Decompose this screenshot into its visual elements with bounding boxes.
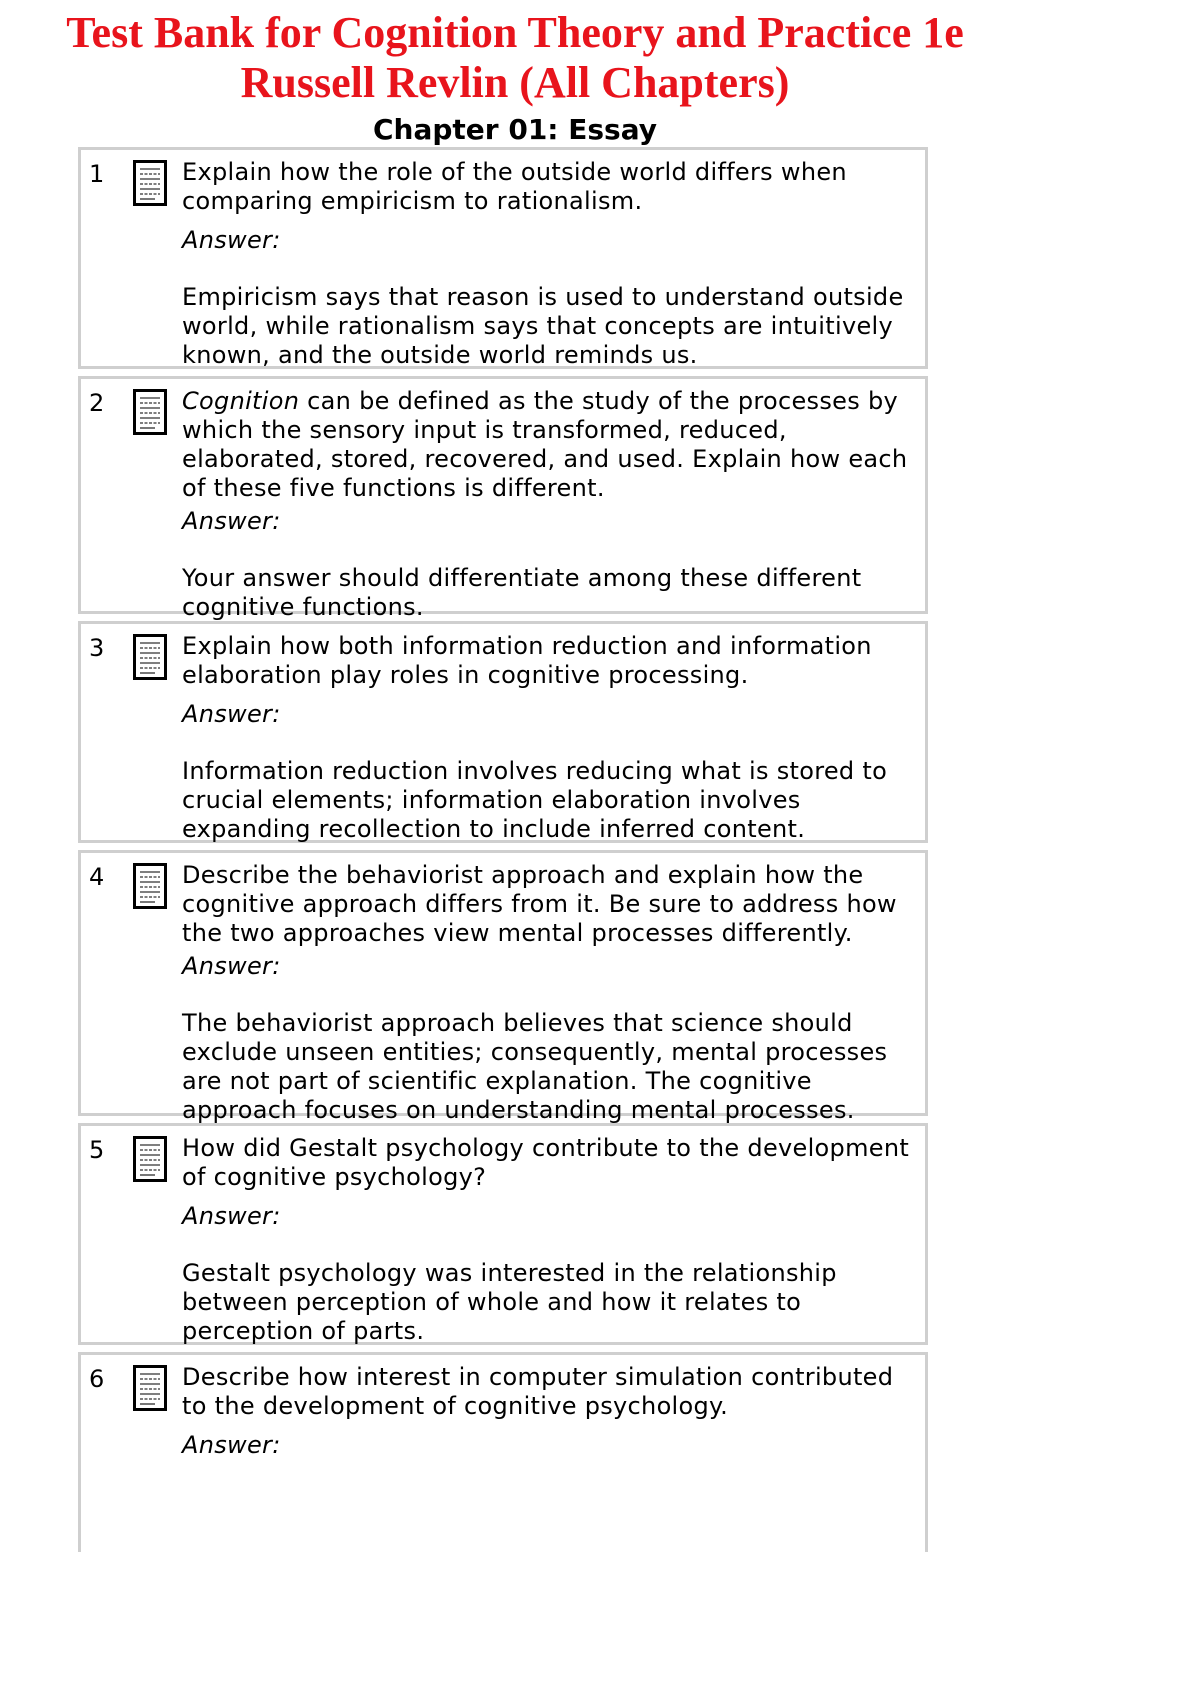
- answer-text: Your answer should differentiate among these different cognitive functions.: [182, 564, 862, 621]
- question-item-4: [78, 850, 928, 1124]
- question-text: [182, 387, 917, 503]
- chapter-title: Chapter 01: Essay: [372, 113, 657, 146]
- question-body: [182, 1134, 917, 1346]
- question-text-rest: can be defined as the study of the processes by which the sensory input is transformed, reduced, elaborated, stored, recovered, and used. Explain how each of these five functions is different.: [182, 387, 908, 502]
- question-body: [182, 387, 917, 622]
- question-italic-term: Cognition: [182, 387, 300, 415]
- question-body: [182, 632, 917, 844]
- question-text: Describe the behaviorist approach and explain how the cognitive approach differs from it. Be sure to address how the two approaches view mental processes differently.: [182, 861, 897, 947]
- question-list: [78, 147, 928, 1559]
- answer-text: Empiricism says that reason is used to understand outside world, while rationalism says that concepts are intuitively known, and the outside world reminds us.: [182, 283, 904, 369]
- question-number: 2: [89, 389, 105, 417]
- answer-label: Answer:: [182, 1202, 281, 1230]
- question-body: [182, 158, 917, 370]
- question-text: How did Gestalt psychology contribute to the development of cognitive psychology?: [182, 1134, 910, 1191]
- essay-document-icon: [133, 1365, 167, 1411]
- answer-text: The behaviorist approach believes that science should exclude unseen entities; consequently, mental processes are not part of scientific explanation. The cognitive approach focuses on understanding mental processes.: [182, 1009, 888, 1124]
- answer-label: Answer:: [182, 507, 281, 535]
- essay-document-icon: [133, 1136, 167, 1182]
- question-item-5: [78, 1123, 928, 1345]
- document-title-line-2: Russell Revlin (All Chapters): [240, 58, 790, 107]
- question-item-1: [78, 147, 928, 369]
- question-body: [182, 1363, 917, 1460]
- question-number: 5: [89, 1136, 105, 1164]
- essay-document-icon: [133, 389, 167, 435]
- question-number: 6: [89, 1365, 105, 1393]
- answer-label: Answer:: [182, 700, 281, 728]
- document-title-line-1: Test Bank for Cognition Theory and Practice 1e: [66, 8, 964, 57]
- document-title: [0, 8, 1030, 108]
- question-item-6: [78, 1352, 928, 1552]
- question-text: Explain how the role of the outside world differs when comparing empiricism to rationalism.: [182, 158, 847, 215]
- question-number: 4: [89, 863, 105, 891]
- question-body: [182, 861, 917, 1125]
- essay-document-icon: [133, 160, 167, 206]
- answer-text: Information reduction involves reducing what is stored to crucial elements; information elaboration involves expanding recollection to include inferred content.: [182, 757, 888, 843]
- answer-label: Answer:: [182, 226, 281, 254]
- question-text: Describe how interest in computer simulation contributed to the development of cognitive psychology.: [182, 1363, 894, 1420]
- question-text: Explain how both information reduction and information elaboration play roles in cognitive processing.: [182, 632, 872, 689]
- answer-text: Gestalt psychology was interested in the relationship between perception of whole and how it relates to perception of parts.: [182, 1259, 837, 1345]
- question-item-3: [78, 621, 928, 843]
- question-number: 3: [89, 634, 105, 662]
- answer-label: Answer:: [182, 1431, 281, 1459]
- question-item-2: [78, 376, 928, 621]
- answer-label: Answer:: [182, 952, 281, 980]
- essay-document-icon: [133, 863, 167, 909]
- essay-document-icon: [133, 634, 167, 680]
- question-number: 1: [89, 160, 105, 188]
